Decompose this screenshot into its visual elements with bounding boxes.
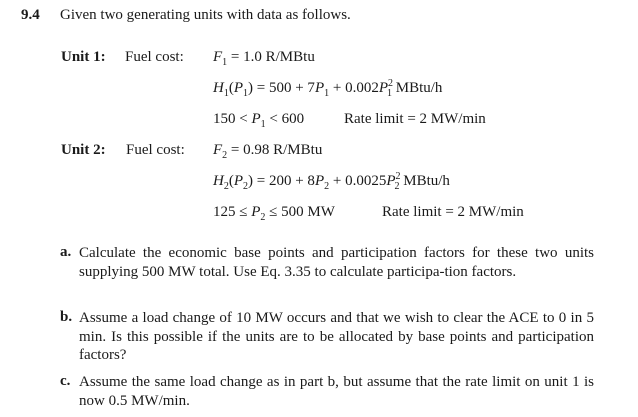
problem-statement: Given two generating units with data as follows. (60, 7, 351, 23)
part-c-letter: c. (60, 373, 71, 389)
unit-1-fuel-cost: $F_1 = 1.0$ R/MBtu (213, 49, 315, 68)
part-a-letter: a. (60, 244, 72, 260)
unit-1-rate-limit: Rate limit = 2 MW/min (344, 111, 486, 127)
unit-1-limits: $150 < P_1 < 600$ (213, 111, 305, 130)
unit-2-label: Unit 2: (61, 142, 106, 158)
part-b-text: Assume a load change of 10 MW occurs and that we wish to clear the ACE to 0 in 5 min. Is this possible if the units are to be allocated by base points and participation factors? (79, 310, 594, 363)
unit-2-limits: $125 \le P_2 \le 500$ MW (213, 204, 335, 223)
unit-2-fuel-cost-label: Fuel cost: (126, 142, 185, 158)
part-c-text: Assume the same load change as in part b, but assume that the rate limit on unit 1 is now 0.5 MW/min. (79, 374, 594, 409)
unit-1-heat-rate: $H_1(P_1) = 500 + 7P_1 + 0.002P^2_1$ MBtu/h (213, 78, 443, 99)
unit-2-rate-limit: Rate limit = 2 MW/min (382, 204, 524, 220)
unit-1-fuel-cost-label: Fuel cost: (125, 49, 184, 65)
problem-number: 9.4 (21, 7, 40, 23)
unit-2-heat-rate: $H_2(P_2) = 200 + 8P_2 + 0.0025P^2_2$ MBtu/h (213, 171, 450, 192)
part-b-letter: b. (60, 309, 73, 325)
unit-1-label: Unit 1: (61, 49, 106, 65)
part-a-text: Calculate the economic base points and participation factors for these two units supplying 500 MW total. Use Eq. 3.35 to calculate participa-tion factors. (79, 245, 594, 280)
unit-2-fuel-cost: $F_2 = 0.98$ R/MBtu (213, 142, 323, 161)
